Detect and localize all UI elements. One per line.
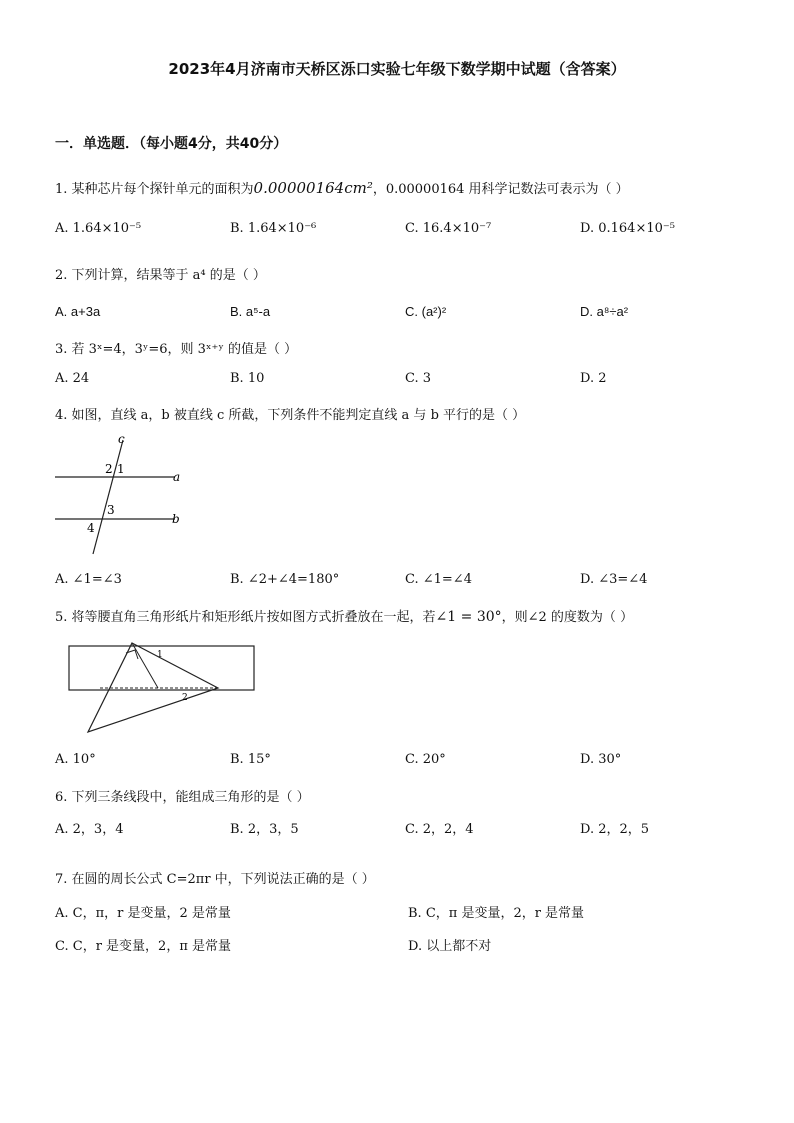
- question-1-option-d: D. 0.164×10⁻⁵: [580, 221, 675, 236]
- figure-label-c: c: [118, 432, 125, 446]
- figure-label-2: 2: [105, 462, 113, 476]
- question-3-stem: 3. 若 3ˣ=4，3ʸ=6，则 3ˣ⁺ʸ 的值是（ ）: [55, 342, 298, 357]
- question-1-option-b: B. 1.64×10⁻⁶: [230, 221, 317, 236]
- section-heading: 一．单选题．（每小题4分，共40分）: [55, 136, 288, 152]
- question-5-option-b: B. 15°: [230, 752, 271, 767]
- question-1-expression: 0.00000164cm²: [253, 179, 373, 197]
- question-3-option-a: A. 24: [55, 371, 90, 386]
- question-4-option-d: D. ∠3=∠4: [580, 572, 648, 587]
- question-2-option-d: D. a⁸÷a²: [580, 304, 629, 319]
- question-4-stem: 4. 如图，直线 a，b 被直线 c 所截，下列条件不能判定直线 a 与 b 平行的是（ ）: [55, 408, 526, 423]
- question-6-option-b: B. 2，3，5: [230, 822, 299, 837]
- figure-label-a: a: [173, 470, 181, 484]
- question-3-option-d: D. 2: [580, 371, 607, 386]
- question-1-stem-text-2: ，0.00000164 用科学记数法可表示为（ ）: [372, 182, 629, 197]
- figure-label-angle-1: 1: [157, 650, 163, 660]
- figure-label-1: 1: [117, 462, 125, 476]
- question-4-figure: [55, 432, 190, 557]
- figure-label-3: 3: [107, 503, 115, 517]
- question-7-option-a: A. C，π，r 是变量，2 是常量: [55, 906, 231, 921]
- question-5-stem: [55, 606, 633, 625]
- question-1-stem-text: 1. 某种芯片每个探针单元的面积为: [55, 182, 254, 197]
- question-7-option-c: C. C，r 是变量，2，π 是常量: [55, 939, 231, 954]
- question-1-option-a: A. 1.64×10⁻⁵: [55, 221, 142, 236]
- question-3-option-c: C. 3: [405, 371, 432, 386]
- question-4-option-a: A. ∠1=∠3: [55, 572, 122, 587]
- question-2-option-b: B. a⁵-a: [230, 304, 271, 319]
- question-5-stem-text-2: ，则∠2 的度数为（ ）: [501, 610, 634, 625]
- question-6-option-a: A. 2，3，4: [55, 822, 124, 837]
- question-5-option-c: C. 20°: [405, 752, 446, 767]
- question-7-option-b: B. C，π 是变量，2，r 是常量: [408, 906, 585, 921]
- question-2-stem: 2. 下列计算，结果等于 a⁴ 的是（ ）: [55, 268, 266, 283]
- question-5-option-a: A. 10°: [55, 752, 96, 767]
- question-2-option-a: A. a+3a: [55, 304, 101, 319]
- question-7-option-d: D. 以上都不对: [408, 939, 492, 954]
- figure-label-b: b: [172, 512, 180, 526]
- question-7-stem: 7. 在圆的周长公式 C=2πr 中，下列说法正确的是（ ）: [55, 872, 375, 887]
- question-4-option-c: C. ∠1=∠4: [405, 572, 472, 587]
- question-4-option-b: B. ∠2+∠4=180°: [230, 572, 340, 587]
- question-5-expression: ∠1 = 30°: [435, 609, 502, 625]
- figure-label-4: 4: [87, 521, 95, 535]
- figure-label-angle-2: 2: [182, 693, 188, 703]
- question-3-option-b: B. 10: [230, 371, 265, 386]
- question-5-figure: [68, 640, 258, 735]
- line-c: [93, 440, 123, 554]
- question-6-stem: 6. 下列三条线段中，能组成三角形的是（ ）: [55, 790, 310, 805]
- question-1-stem: [55, 178, 629, 197]
- question-6-option-c: C. 2，2，4: [405, 822, 474, 837]
- question-6-option-d: D. 2，2，5: [580, 822, 650, 837]
- page-title: 2023年4月济南市天桥区泺口实验七年级下数学期中试题（含答案）: [168, 60, 626, 78]
- question-1-option-c: C. 16.4×10⁻⁷: [405, 221, 492, 236]
- question-2-option-c: C. (a²)²: [405, 304, 447, 319]
- question-5-stem-text: 5. 将等腰直角三角形纸片和矩形纸片按如图方式折叠放在一起，若: [55, 610, 436, 625]
- question-5-option-d: D. 30°: [580, 752, 622, 767]
